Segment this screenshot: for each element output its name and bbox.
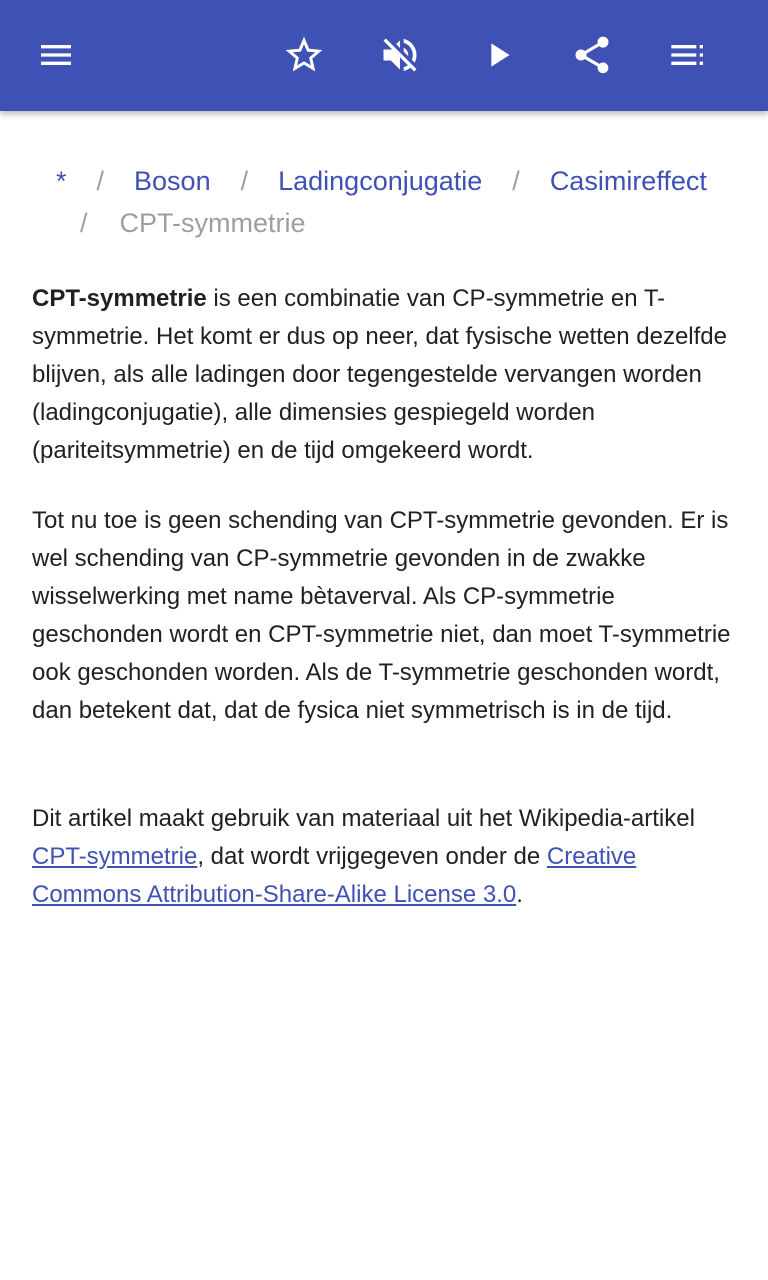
- volume-off-icon: [378, 33, 422, 77]
- attribution-middle: , dat wordt vrijgegeven onder de: [197, 843, 547, 870]
- table-of-contents-button[interactable]: [656, 23, 720, 87]
- breadcrumb-separator: /: [512, 166, 520, 196]
- article-paragraph-1: [32, 280, 736, 470]
- breadcrumb-separator: /: [96, 166, 105, 196]
- breadcrumb-current: CPT-symmetrie: [119, 208, 306, 238]
- breadcrumb-item-casimireffect[interactable]: Casimireffect: [549, 166, 707, 196]
- breadcrumb-separator: /: [240, 166, 249, 196]
- breadcrumb-line-2: [56, 202, 736, 244]
- mute-button[interactable]: [368, 23, 432, 87]
- article-term: CPT-symmetrie: [32, 285, 207, 312]
- breadcrumb: [32, 160, 736, 244]
- list-icon: [668, 35, 708, 75]
- attribution-end: .: [516, 881, 523, 908]
- breadcrumb-line-1: [56, 160, 736, 202]
- attribution-paragraph: [32, 800, 736, 914]
- article-content: [32, 160, 736, 914]
- article-paragraph-2: Tot nu toe is geen schending van CPT-symmetrie gevonden. Er is wel schending van CP-symmetrie gevonden in de zwakke wisselwerking met name bètaverval. Als CP-symmetrie geschonden wordt en CPT-symmetrie niet, dan moet T-symmetrie ook geschonden worden. Als de T-symmetrie geschonden wordt, dan betekent dat, dat de fysica niet symmetrisch is in de tijd.: [32, 507, 731, 724]
- play-button[interactable]: [466, 23, 530, 87]
- article-paragraph-1-text: is een combinatie van CP-symmetrie en T-symmetrie. Het komt er dus op neer, dat fysische wetten dezelfde blijven, als alle ladingen door tegengestelde vervangen worden (ladingconjugatie), alle dimensies gespiegeld worden (pariteitsymmetrie) en de tijd omgekeerd wordt.: [32, 285, 727, 464]
- license-link[interactable]: Creative Commons Attribution-Share-Alike License 3.0: [32, 843, 637, 908]
- breadcrumb-separator: /: [80, 208, 88, 238]
- breadcrumb-item-boson[interactable]: Boson: [134, 166, 211, 196]
- play-icon: [478, 35, 518, 75]
- breadcrumb-item-ladingconjugatie[interactable]: Ladingconjugatie: [278, 166, 483, 196]
- app-toolbar: [0, 0, 768, 111]
- attribution-prefix: Dit artikel maakt gebruik van materiaal uit het Wikipedia-artikel: [32, 805, 695, 832]
- star-outline-icon: [282, 33, 326, 77]
- share-icon: [570, 33, 614, 77]
- menu-button[interactable]: [24, 23, 88, 87]
- breadcrumb-item-root[interactable]: *: [56, 166, 67, 196]
- menu-icon: [36, 35, 76, 75]
- favorite-button[interactable]: [272, 23, 336, 87]
- wikipedia-article-link[interactable]: CPT-symmetrie: [32, 843, 198, 870]
- share-button[interactable]: [560, 23, 624, 87]
